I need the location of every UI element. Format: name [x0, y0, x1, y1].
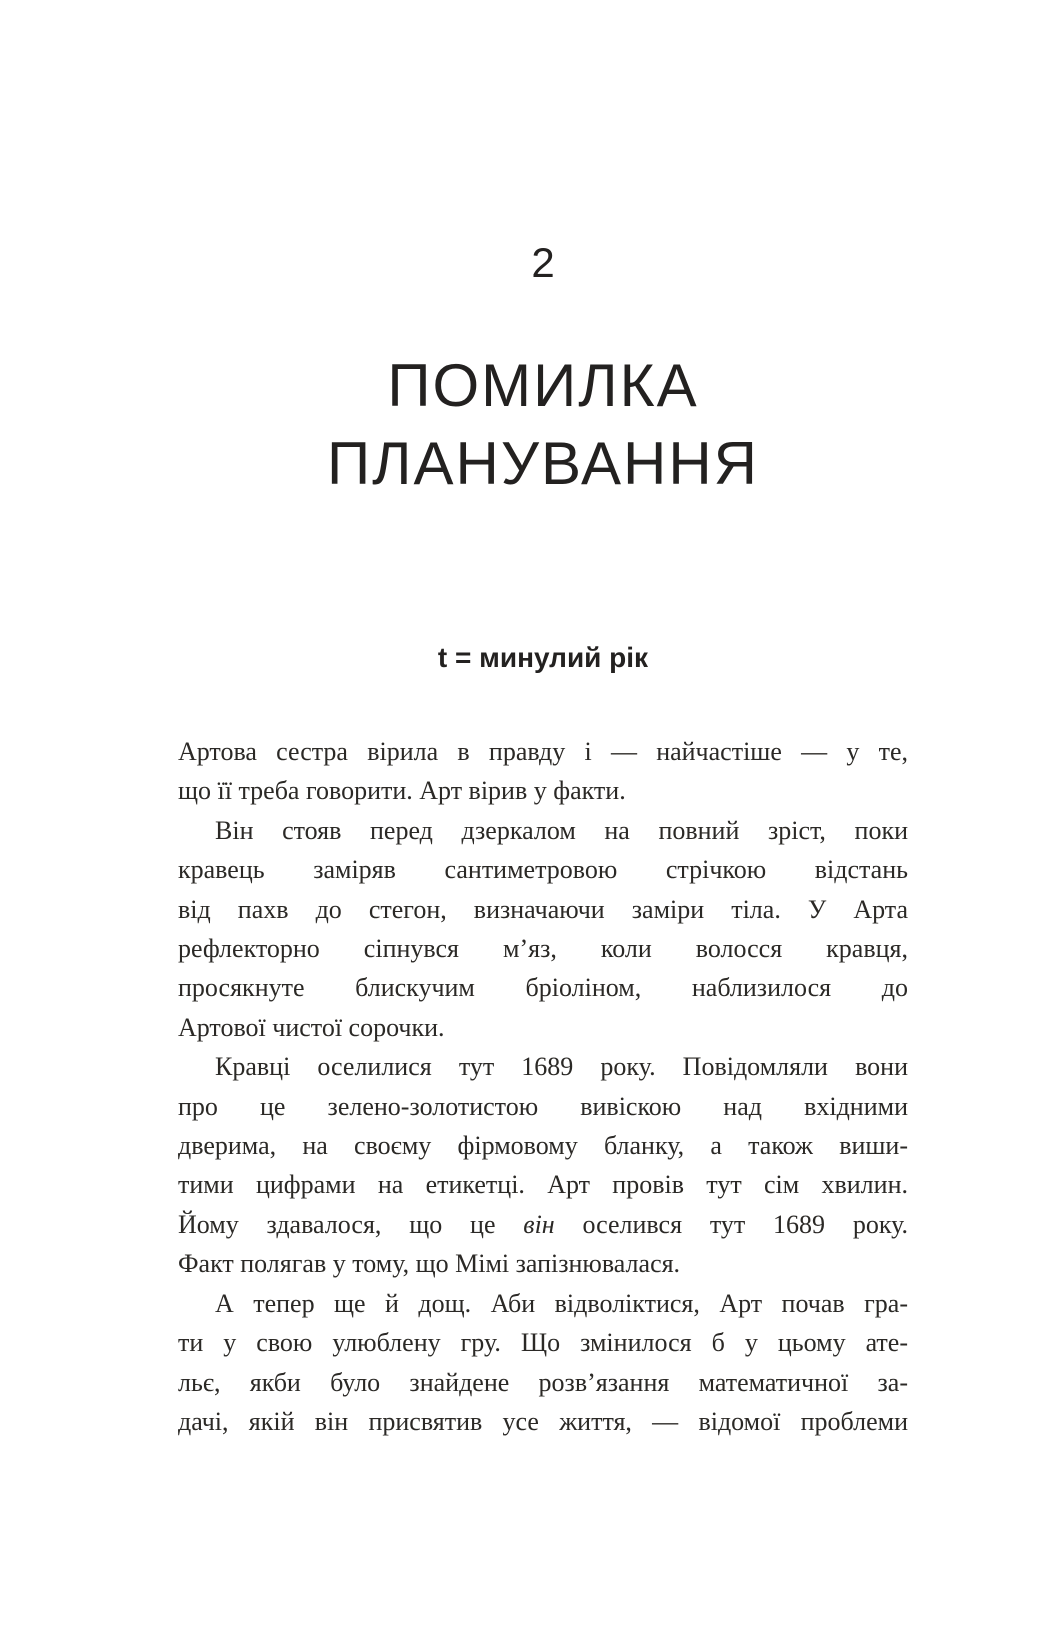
text-segment: оселився тут 1689 року.: [554, 1209, 908, 1239]
section-heading: t = минулий рік: [437, 642, 649, 673]
text-line: дачі, якій він присвятив усе життя, — відомої проблеми: [178, 1406, 908, 1436]
text-line: ти у свою улюблену гру. Що змінилося б у цьому ате-: [178, 1328, 908, 1358]
text-line: рефлекторно сіпнувся м’яз, коли волосся кравця,: [178, 934, 908, 964]
text-line: тими цифрами на етикетці. Арт провів тут сім хвилин.: [178, 1170, 908, 1200]
paragraph: [178, 811, 908, 1047]
text-line: льє, якби було знайдене розв’язання математичної за-: [178, 1367, 908, 1397]
text-line: про це зелено-золотистою вивіскою над вхідними: [178, 1091, 908, 1121]
text-line: Він стояв перед дзеркалом на повний зріст, поки: [215, 815, 908, 845]
paragraph: [178, 732, 908, 811]
text-segment: Йому здавалося, що це: [178, 1209, 524, 1239]
paragraph: [178, 1047, 908, 1283]
paragraph: [178, 1284, 908, 1442]
text-line: Артова сестра вірила в правду і — найчастіше — у те,: [178, 737, 908, 766]
text-line: [178, 1205, 908, 1244]
page-content: [178, 0, 908, 1630]
italic-word: він: [523, 1209, 555, 1239]
text-line: Артової чистої сорочки.: [178, 1012, 445, 1042]
chapter-number: 2: [531, 239, 555, 286]
text-line: кравець заміряв сантиметровою стрічкою відстань: [178, 855, 908, 885]
text-line: дверима, на своєму фірмовому бланку, а також виши-: [178, 1131, 908, 1161]
text-line: просякнуте блискучим бріоліном, наблизилося до: [178, 973, 908, 1003]
text-line: від пахв до стегон, визначаючи заміри тіла. У Арта: [178, 894, 908, 924]
chapter-title-line-2: ПЛАНУВАННЯ: [326, 430, 759, 497]
text-line: що її треба говорити. Арт вірив у факти.: [178, 776, 626, 806]
text-line: Факт полягав у тому, що Мімі запізнювалася.: [178, 1249, 681, 1279]
body-text: [178, 732, 908, 1441]
text-line: Кравці оселилися тут 1689 року. Повідомляли вони: [215, 1052, 908, 1082]
chapter-title-line-1: ПОМИЛКА: [387, 352, 699, 419]
text-line: А тепер ще й дощ. Аби відволіктися, Арт почав гра-: [215, 1288, 908, 1318]
chapter-title: [118, 347, 968, 503]
